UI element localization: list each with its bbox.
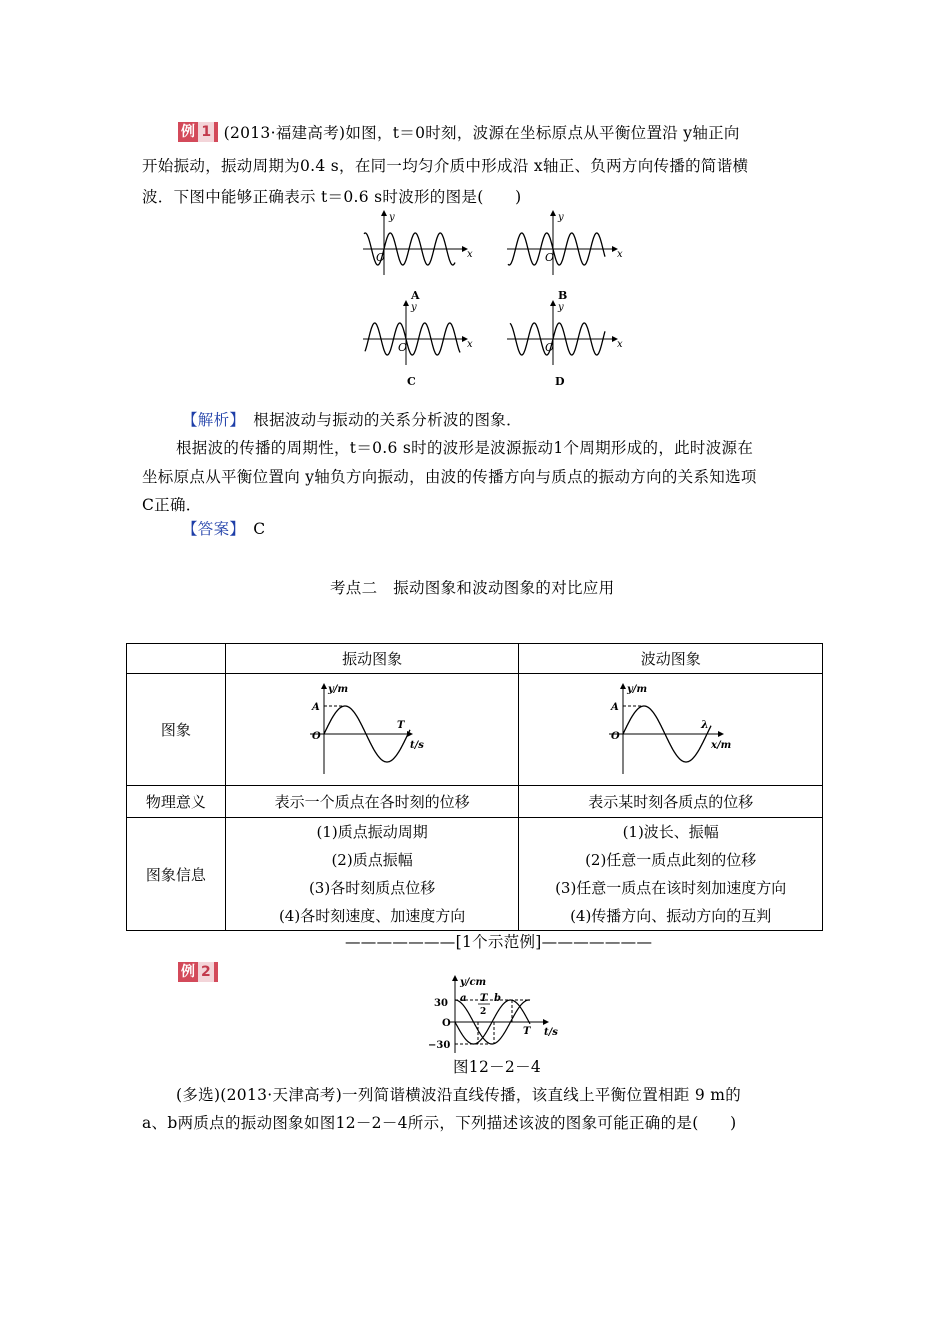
table-row-image-label: 图象 bbox=[127, 674, 226, 786]
table-header-wave: 波动图象 bbox=[519, 644, 823, 674]
table-header-vibration: 振动图象 bbox=[225, 644, 519, 674]
svg-text:O: O bbox=[610, 730, 620, 742]
table-row-meaning-label: 物理意义 bbox=[127, 786, 226, 818]
table-row-meaning bbox=[127, 786, 823, 818]
wave-graph bbox=[601, 678, 741, 778]
answer-value: C bbox=[253, 520, 266, 538]
vibration-info bbox=[225, 818, 519, 931]
svg-text:x: x bbox=[467, 339, 473, 350]
option-a-graph bbox=[363, 211, 473, 302]
table-row-image bbox=[127, 674, 823, 786]
solution-intro: 根据波动与振动的关系分析波的图象． bbox=[253, 411, 522, 429]
svg-text:y/cm: y/cm bbox=[460, 977, 487, 988]
svg-text:b: b bbox=[494, 993, 501, 1004]
example1-text-1: (2013·福建高考)如图，t＝0时刻，波源在坐标原点从平衡位置沿 y轴正向 bbox=[223, 124, 740, 142]
wave-info-3: (3)任意一质点在该时刻加速度方向 bbox=[555, 879, 787, 897]
wave-info bbox=[519, 818, 823, 931]
svg-text:O: O bbox=[545, 251, 555, 264]
svg-text:a: a bbox=[460, 993, 467, 1004]
svg-text:y: y bbox=[389, 212, 395, 223]
example2-figure bbox=[420, 973, 570, 1058]
table-header-row bbox=[127, 644, 823, 674]
svg-text:y: y bbox=[558, 212, 564, 223]
svg-text:x: x bbox=[467, 249, 473, 260]
svg-text:x: x bbox=[617, 249, 623, 260]
svg-text:−30: −30 bbox=[428, 1040, 451, 1051]
option-b-label: B bbox=[558, 289, 568, 302]
option-a-label: A bbox=[411, 289, 420, 302]
svg-text:y/m: y/m bbox=[626, 683, 647, 695]
wave-meaning: 表示某时刻各质点的位移 bbox=[519, 786, 823, 818]
svg-text:A: A bbox=[610, 701, 619, 713]
svg-text:λ: λ bbox=[700, 717, 709, 731]
divider: ———————[1个示范例]——————— bbox=[345, 933, 653, 951]
option-c-label: C bbox=[407, 375, 416, 388]
option-d-graph bbox=[507, 301, 623, 388]
solution-intro-line bbox=[182, 405, 522, 435]
svg-text:30: 30 bbox=[434, 998, 448, 1009]
svg-text:T: T bbox=[397, 719, 405, 731]
table-row-info-label: 图象信息 bbox=[127, 818, 226, 931]
svg-text:x: x bbox=[617, 339, 623, 350]
vibration-info-1: (1)质点振动周期 bbox=[316, 823, 428, 841]
table-row-info bbox=[127, 818, 823, 931]
svg-text:O: O bbox=[398, 341, 408, 354]
example2-tag-line bbox=[178, 962, 218, 982]
vibration-graph bbox=[302, 678, 442, 778]
example1-line3: 波．下图中能够正确表示 t＝0.6 s时波形的图是( ) bbox=[142, 188, 522, 206]
svg-text:T: T bbox=[480, 993, 488, 1004]
answer-label: 【答案】 bbox=[182, 520, 238, 538]
svg-text:O: O bbox=[376, 251, 386, 264]
option-b-graph bbox=[507, 211, 623, 302]
solution-line1: 根据波的传播的周期性，t＝0.6 s时的波形是波源振动1个周期形成的，此时波源在 bbox=[176, 439, 754, 457]
example2-tag: 例 2 bbox=[178, 962, 218, 982]
svg-text:A: A bbox=[312, 701, 320, 713]
vibration-meaning: 表示一个质点在各时刻的位移 bbox=[225, 786, 519, 818]
example1-line1 bbox=[178, 118, 740, 148]
example1-line2: 开始振动，振动周期为0.4 s，在同一均匀介质中形成沿 x轴正、负两方向传播的简谐横 bbox=[142, 157, 749, 175]
option-graphs bbox=[355, 205, 635, 395]
wave-info-4: (4)传播方向、振动方向的互判 bbox=[570, 907, 772, 925]
example2-line1: (多选)(2013·天津高考)一列简谐横波沿直线传播，该直线上平衡位置相距 9 m的 bbox=[176, 1086, 742, 1104]
answer-line bbox=[182, 514, 265, 544]
example2-line2: a、b两质点的振动图象如图12－2－4所示，下列描述该波的图象可能正确的是( ) bbox=[142, 1114, 737, 1132]
solution-line2: 坐标原点从平衡位置向 y轴负方向振动，由波的传播方向与质点的振动方向的关系知选项 bbox=[142, 468, 757, 486]
vibration-info-4: (4)各时刻速度、加速度方向 bbox=[278, 907, 466, 925]
svg-text:2: 2 bbox=[480, 1007, 487, 1017]
wave-info-1: (1)波长、振幅 bbox=[622, 823, 719, 841]
wave-graph-cell bbox=[519, 674, 823, 786]
svg-text:y: y bbox=[558, 302, 564, 313]
svg-text:T: T bbox=[523, 1026, 531, 1037]
solution-label: 【解析】 bbox=[182, 411, 238, 429]
solution-line3: C正确． bbox=[142, 496, 202, 514]
svg-text:t/s: t/s bbox=[410, 739, 424, 751]
svg-text:y/m: y/m bbox=[328, 683, 349, 695]
svg-text:O: O bbox=[442, 1018, 451, 1029]
svg-text:t/s: t/s bbox=[544, 1027, 558, 1038]
table-header-empty bbox=[127, 644, 226, 674]
vibration-graph-cell bbox=[225, 674, 519, 786]
option-d-label: D bbox=[555, 375, 565, 388]
example-tag: 例 1 bbox=[178, 122, 218, 142]
vibration-info-3: (3)各时刻质点位移 bbox=[308, 879, 436, 897]
svg-text:O: O bbox=[312, 730, 321, 742]
section-title: 考点二 振动图象和波动图象的对比应用 bbox=[330, 579, 615, 597]
svg-text:y: y bbox=[411, 302, 417, 313]
svg-text:O: O bbox=[545, 341, 555, 354]
option-c-graph bbox=[363, 301, 473, 388]
comparison-table bbox=[126, 643, 823, 931]
figure-caption: 图12－2－4 bbox=[453, 1058, 542, 1076]
wave-info-2: (2)任意一质点此刻的位移 bbox=[585, 851, 757, 869]
svg-text:x/m: x/m bbox=[710, 739, 731, 751]
vibration-info-2: (2)质点振幅 bbox=[331, 851, 413, 869]
